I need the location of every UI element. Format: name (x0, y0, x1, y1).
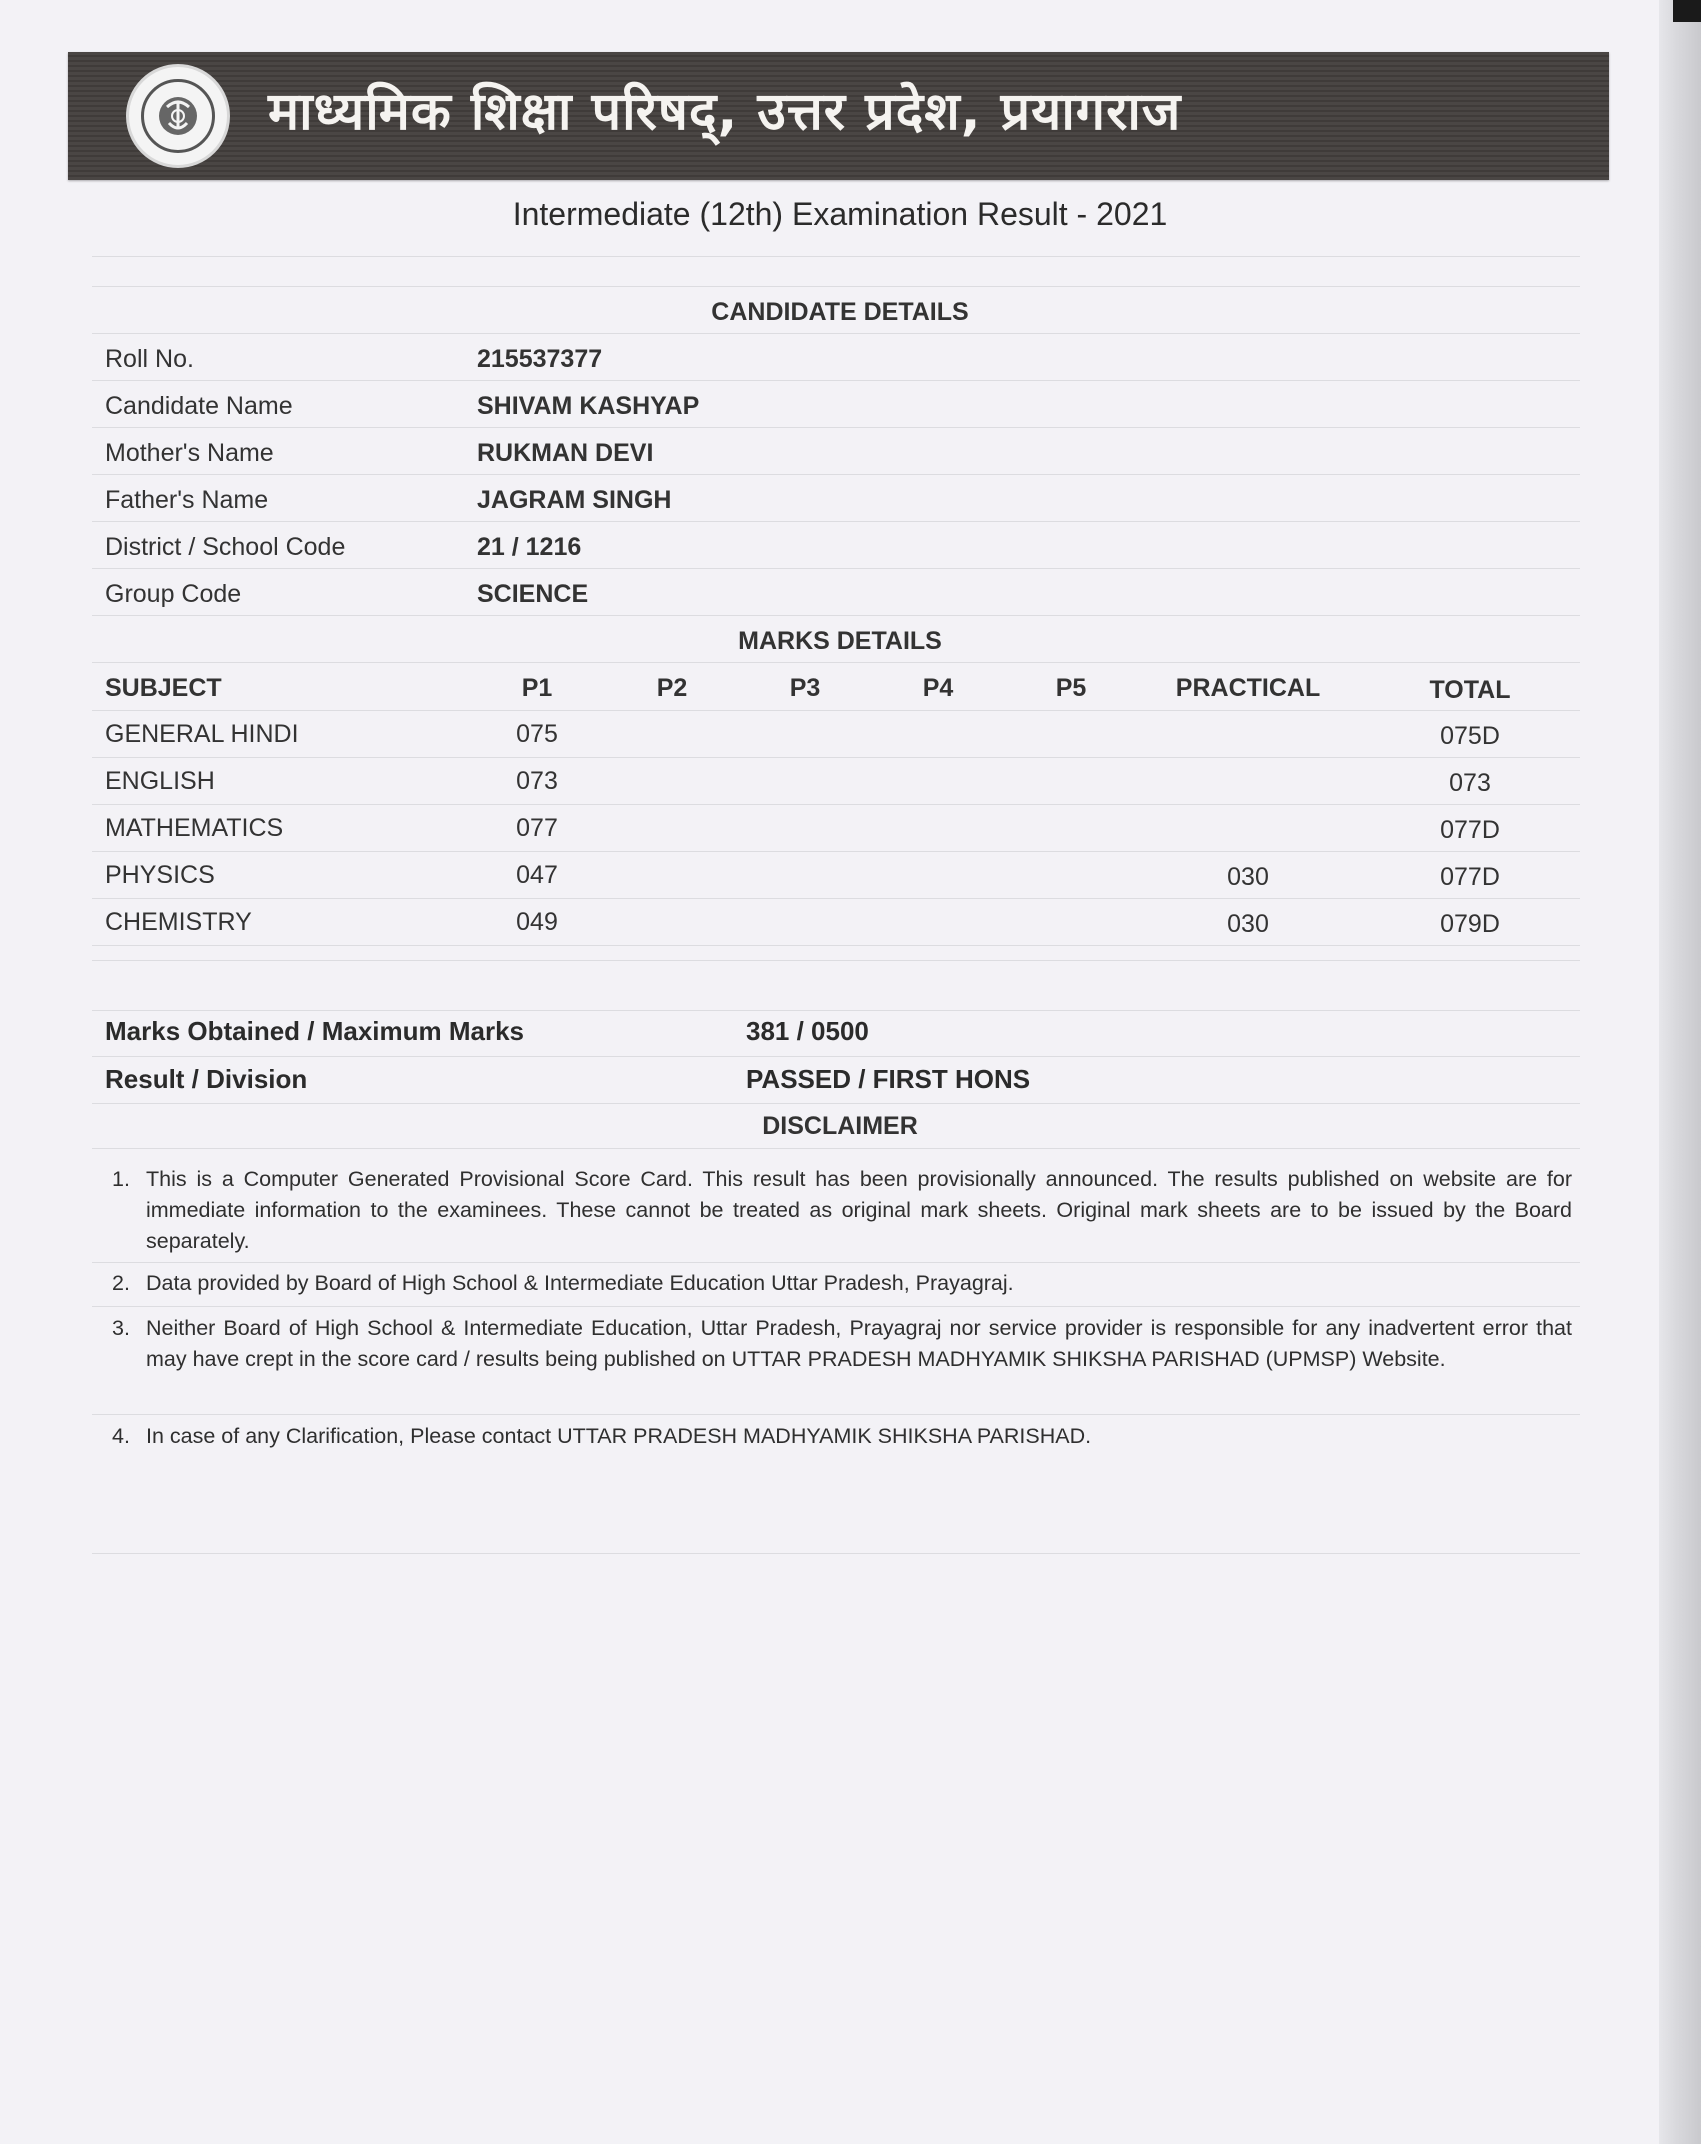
divider (92, 256, 1580, 257)
disclaimer-item-text: In case of any Clarification, Please contact UTTAR PRADESH MADHYAMIK SHIKSHA PARISHAD. (146, 1424, 1092, 1448)
divider (92, 851, 1580, 852)
p1-marks: 047 (516, 861, 558, 889)
p1-marks: 077 (516, 814, 558, 842)
marks-obtained-value: 381 / 0500 (746, 1016, 869, 1046)
disclaimer-item-text: This is a Computer Generated Provisional Score Card. This result has been provisionally announced. The results published on website are for immediate information to the examinees. These cannot be treated as original mark sheets. Original mark sheets are to be issued by the Board separately. (146, 1167, 1572, 1253)
disclaimer-heading: DISCLAIMER (762, 1112, 918, 1140)
col-p4-header: P4 (922, 674, 954, 702)
mother-name-label: Mother's Name (105, 439, 274, 467)
scan-corner-shadow (1673, 0, 1701, 22)
disclaimer-item-number: 2. (112, 1271, 130, 1295)
group-code-value: SCIENCE (477, 580, 589, 608)
divider (92, 898, 1580, 899)
divider (92, 1148, 1580, 1149)
candidate-details-heading: CANDIDATE DETAILS (711, 298, 969, 326)
divider (92, 960, 1580, 961)
divider (92, 333, 1580, 334)
col-p2-header: P2 (656, 674, 688, 702)
father-name-value: JAGRAM SINGH (477, 486, 672, 514)
p1-marks: 073 (516, 767, 558, 795)
disclaimer-item (112, 1268, 1572, 1299)
divider (92, 1414, 1580, 1415)
candidate-name-label: Candidate Name (105, 392, 293, 420)
disclaimer-item-number: 1. (112, 1167, 130, 1191)
total-marks: 077D (1440, 816, 1500, 844)
disclaimer-item (112, 1164, 1572, 1257)
board-title: माध्यमिक शिक्षा परिषद्, उत्तर प्रदेश, प्रयागराज (268, 82, 1182, 142)
roll-no-value: 215537377 (477, 345, 603, 373)
marks-obtained-label: Marks Obtained / Maximum Marks (105, 1016, 525, 1046)
divider (92, 568, 1580, 569)
subject-name: CHEMISTRY (105, 908, 252, 936)
divider (92, 474, 1580, 475)
total-marks: 075D (1440, 722, 1500, 750)
divider (92, 804, 1580, 805)
col-subject-header: SUBJECT (105, 674, 222, 702)
divider (92, 427, 1580, 428)
subject-name: PHYSICS (105, 861, 215, 889)
marks-details-heading: MARKS DETAILS (738, 627, 942, 655)
disclaimer-item-text: Data provided by Board of High School & Intermediate Education Uttar Pradesh, Prayagraj. (146, 1271, 1014, 1295)
total-marks: 073 (1449, 769, 1491, 797)
header-banner (68, 52, 1609, 180)
divider (92, 757, 1580, 758)
disclaimer-item (112, 1313, 1572, 1375)
mother-name-value: RUKMAN DEVI (477, 439, 654, 467)
disclaimer-item-number: 3. (112, 1316, 130, 1340)
divider (92, 1103, 1580, 1104)
p1-marks: 049 (516, 908, 558, 936)
col-p3-header: P3 (789, 674, 821, 702)
group-code-label: Group Code (105, 580, 242, 608)
father-name-label: Father's Name (105, 486, 269, 514)
col-practical-header: PRACTICAL (1175, 674, 1321, 702)
roll-no-label: Roll No. (105, 345, 194, 373)
result-division-label: Result / Division (105, 1064, 308, 1094)
total-marks: 079D (1440, 910, 1500, 938)
disclaimer-item-number: 4. (112, 1424, 130, 1448)
practical-marks: 030 (1227, 910, 1269, 938)
total-marks: 077D (1440, 863, 1500, 891)
divider (92, 710, 1580, 711)
divider (92, 521, 1580, 522)
divider (92, 380, 1580, 381)
divider (92, 1553, 1580, 1554)
page-title: Intermediate (12th) Examination Result - 2021 (512, 196, 1168, 232)
subject-name: GENERAL HINDI (105, 720, 299, 748)
disclaimer-item-text: Neither Board of High School & Intermediate Education, Uttar Pradesh, Prayagraj nor service provider is responsible for any inadvertent error that may have crept in the score card / results being published on UTTAR PRADESH MADHYAMIK SHIKSHA PARISHAD (UPMSP) Website. (146, 1316, 1572, 1371)
up-board-emblem-icon (126, 64, 230, 168)
divider (92, 1056, 1580, 1057)
divider (92, 945, 1580, 946)
divider (92, 1010, 1580, 1011)
p1-marks: 075 (516, 720, 558, 748)
subject-name: MATHEMATICS (105, 814, 284, 842)
candidate-name-value: SHIVAM KASHYAP (477, 392, 700, 420)
disclaimer-item (112, 1421, 1572, 1452)
col-p1-header: P1 (521, 674, 553, 702)
divider (92, 662, 1580, 663)
practical-marks: 030 (1227, 863, 1269, 891)
divider (92, 1306, 1580, 1307)
divider (92, 286, 1580, 287)
result-division-value: PASSED / FIRST HONS (746, 1064, 1031, 1094)
col-total-header: TOTAL (1429, 676, 1511, 704)
divider (92, 615, 1580, 616)
col-p5-header: P5 (1055, 674, 1087, 702)
district-school-code-label: District / School Code (105, 533, 346, 561)
divider (92, 1262, 1580, 1263)
subject-name: ENGLISH (105, 767, 215, 795)
district-school-code-value: 21 / 1216 (477, 533, 582, 561)
